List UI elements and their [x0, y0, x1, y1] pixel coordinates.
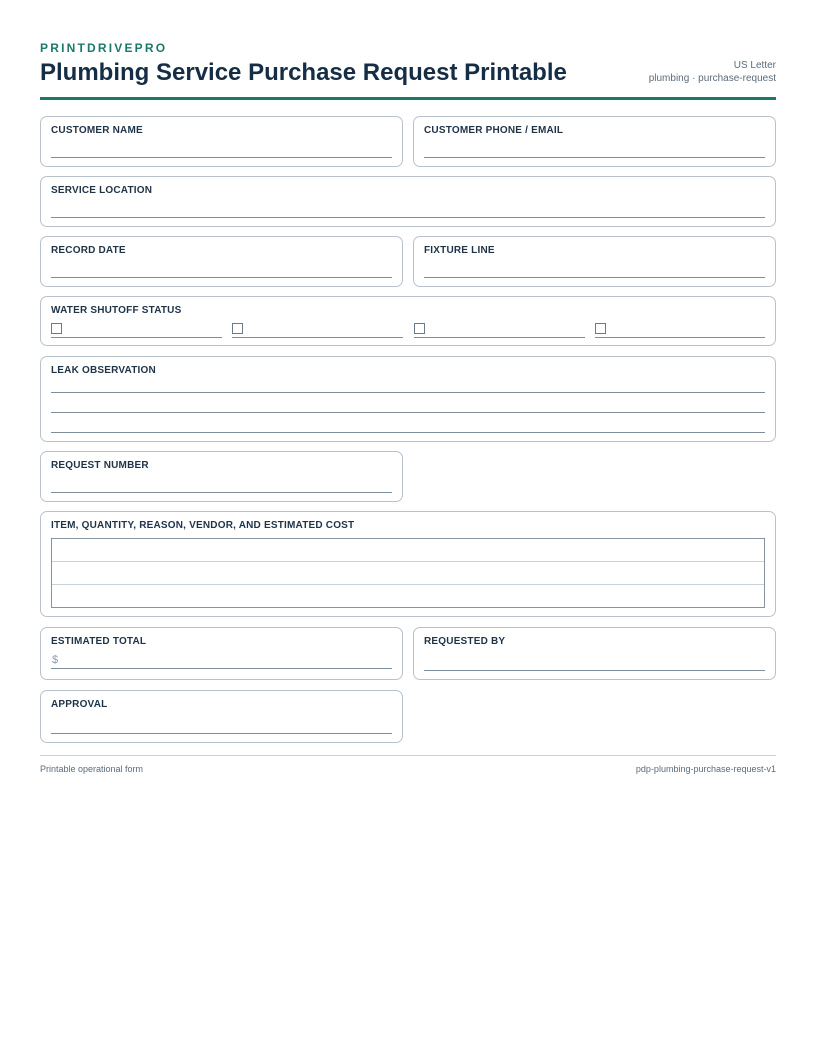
fixture-line-label: FIXTURE LINE	[424, 245, 495, 256]
leak-observation-line-3[interactable]	[51, 432, 765, 433]
paper-size: US Letter	[733, 60, 776, 71]
footer-left: Printable operational form	[40, 764, 144, 774]
requested-by-label: REQUESTED BY	[424, 636, 506, 647]
request-number-label: REQUEST NUMBER	[51, 460, 149, 471]
table-row[interactable]	[52, 539, 764, 562]
leak-observation-label: LEAK OBSERVATION	[51, 365, 156, 376]
service-location-label: SERVICE LOCATION	[51, 185, 153, 196]
table-row[interactable]	[52, 562, 764, 585]
shutoff-option-2[interactable]	[232, 323, 403, 338]
approval-line[interactable]	[51, 733, 392, 734]
checkbox-1[interactable]	[51, 323, 62, 334]
record-date-field[interactable]	[40, 236, 403, 287]
leak-observation-field[interactable]	[40, 356, 776, 442]
requested-by-field[interactable]	[413, 627, 776, 680]
shutoff-option-3[interactable]	[414, 323, 585, 338]
brand-name: PRINTDRIVEPRO	[40, 41, 168, 55]
record-date-line[interactable]	[51, 277, 392, 278]
page-title: Plumbing Service Purchase Request Printable	[40, 59, 567, 86]
water-shutoff-label: WATER SHUTOFF STATUS	[51, 305, 182, 316]
estimated-total-label: ESTIMATED TOTAL	[51, 636, 147, 647]
table-row[interactable]	[52, 585, 764, 608]
form-meta	[649, 59, 776, 85]
items-table-label: ITEM, QUANTITY, REASON, VENDOR, AND ESTIMATED COST	[51, 520, 355, 531]
header-rule	[40, 97, 776, 100]
form-tags: plumbing · purchase-request	[648, 73, 776, 84]
fixture-line-line[interactable]	[424, 277, 765, 278]
fixture-line-field[interactable]	[413, 236, 776, 287]
leak-observation-line-1[interactable]	[51, 392, 765, 393]
items-table	[51, 538, 765, 608]
approval-field[interactable]	[40, 690, 403, 743]
customer-contact-line[interactable]	[424, 157, 765, 158]
items-table-field	[40, 511, 776, 617]
leak-observation-line-2[interactable]	[51, 412, 765, 413]
approval-label: APPROVAL	[51, 699, 108, 710]
shutoff-option-2-line[interactable]	[232, 337, 403, 338]
water-shutoff-field	[40, 296, 776, 346]
service-location-line[interactable]	[51, 217, 765, 218]
estimated-total-field[interactable]	[40, 627, 403, 680]
record-date-label: RECORD DATE	[51, 245, 126, 256]
shutoff-option-4-line[interactable]	[595, 337, 765, 338]
requested-by-line[interactable]	[424, 670, 765, 671]
shutoff-option-3-line[interactable]	[414, 337, 585, 338]
customer-name-label: CUSTOMER NAME	[51, 125, 143, 136]
shutoff-option-1[interactable]	[51, 323, 222, 338]
footer-rule	[40, 755, 776, 756]
shutoff-option-1-line[interactable]	[51, 337, 222, 338]
request-number-line[interactable]	[51, 492, 392, 493]
customer-name-line[interactable]	[51, 157, 392, 158]
checkbox-3[interactable]	[414, 323, 425, 334]
currency-symbol: $	[52, 654, 59, 666]
customer-contact-label: CUSTOMER PHONE / EMAIL	[424, 125, 564, 136]
customer-name-field[interactable]	[40, 116, 403, 167]
shutoff-option-4[interactable]	[595, 323, 765, 338]
service-location-field[interactable]	[40, 176, 776, 227]
checkbox-2[interactable]	[232, 323, 243, 334]
customer-contact-field[interactable]	[413, 116, 776, 167]
form-header	[40, 40, 776, 100]
request-number-field[interactable]	[40, 451, 403, 502]
checkbox-4[interactable]	[595, 323, 606, 334]
estimated-total-line[interactable]	[51, 668, 392, 669]
footer-right: pdp-plumbing-purchase-request-v1	[635, 764, 776, 774]
